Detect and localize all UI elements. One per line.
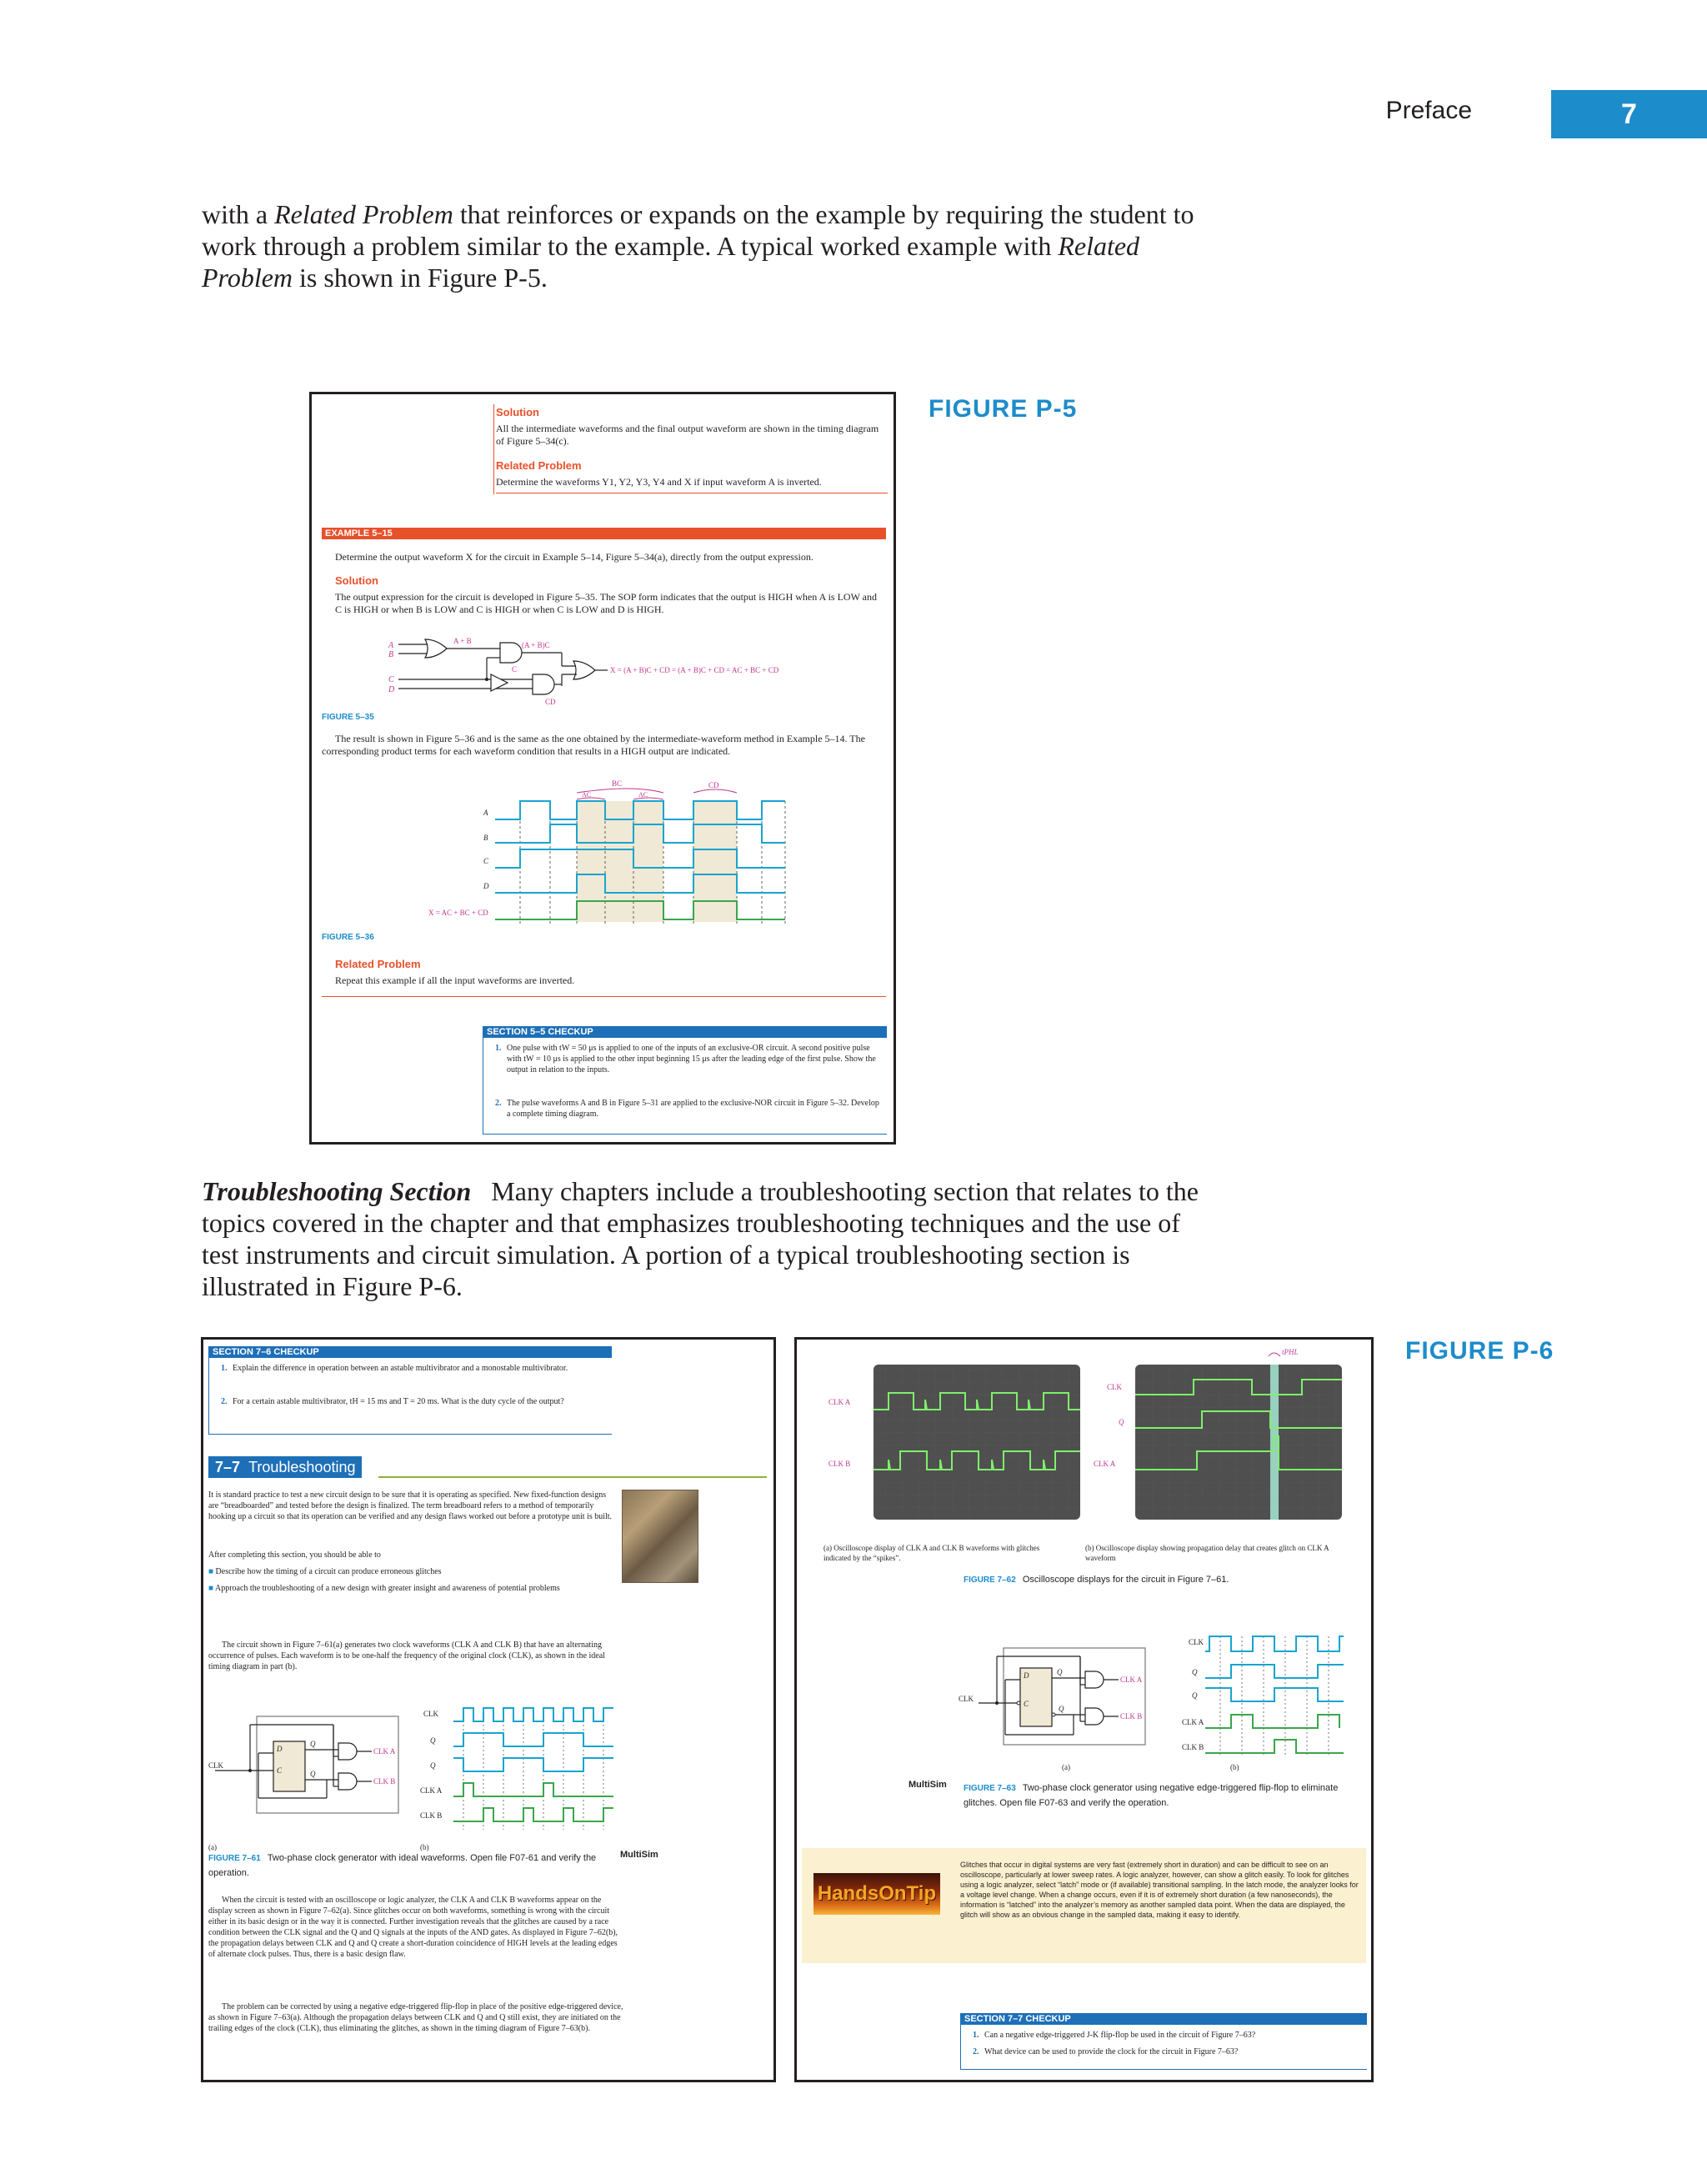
circuit-paragraph: The circuit shown in Figure 7–61(a) generates two clock waveforms (CLK A and CLK B) that have an alternating occurrence of pulses. Each waveform is to be one-half the frequency of the original clock (CLK), as shown in the ideal timing diagram in part (b). <box>208 1641 605 1671</box>
page-number-tab: 7 <box>1551 90 1707 138</box>
figure-7-63-diagram <box>955 1631 1347 1773</box>
checkup-q1-text: Explain the difference in operation between an astable multivibrator and a monostable multivibrator. <box>233 1364 568 1373</box>
lbl-c: C <box>277 1766 283 1775</box>
section-intro: It is standard practice to test a new circuit design to be sure that it is operating as specified. New fixed-function designs are “breadboarded” and tested before the design is finalized. The term breadboard refers to a method of temporarily hooking up a circuit so that its operation can be verified and any design flaws worked out before a prototype unit is built. <box>208 1490 613 1521</box>
t-q: Q <box>430 1736 436 1745</box>
section-title: Troubleshooting <box>248 1459 356 1475</box>
objective-text: Describe how the timing of a circuit can produce erroneous glitches <box>215 1567 442 1576</box>
figure-7-63-text: Two-phase clock generator using negative edge-triggered flip-flop to eliminate glitches. Open file F07-63 and verify the operation. <box>964 1783 1339 1808</box>
section-number: 7–7 <box>215 1459 241 1475</box>
top-rule <box>493 404 494 494</box>
figure-7-63-number: FIGURE 7–63 <box>964 1784 1016 1793</box>
label-d: D <box>388 685 395 694</box>
text-run: that reinforces or expands on the example by requiring the student to work through a problem similar to the example. A typical worked example with <box>202 199 1194 261</box>
objective-1 <box>208 1566 617 1577</box>
paragraph-lead: Troubleshooting Section <box>202 1176 472 1206</box>
label-a-plus-b: A + B <box>453 637 472 645</box>
figure-7-63-caption <box>964 1780 1347 1810</box>
lbl-q: Q <box>310 1740 316 1748</box>
checkup-q1-text: One pulse with tW = 50 μs is applied to one of the inputs of an exclusive-OR circuit. A second positive pulse with tW = 10 μs is applied to the other input beginning 15 μs after the leading edge of the first pulse. Show the output in relation to the inputs. <box>507 1044 876 1074</box>
example-bar: EXAMPLE 5–15 <box>322 528 886 539</box>
wave-label-ac-1: AC <box>582 791 592 799</box>
figure-7-62-text: Oscilloscope displays for the circuit in Figure 7–61. <box>1022 1575 1229 1585</box>
checkup-q1-number: 1. <box>495 1044 502 1053</box>
figure-7-62-caption <box>964 1571 1229 1586</box>
objective-text: Approach the troubleshooting of a new design with greater insight and awareness of potential problems <box>215 1584 560 1593</box>
figure-5-36-label: FIGURE 5–36 <box>322 933 374 942</box>
hands-on-tip-box <box>802 1848 1366 1963</box>
r-lbl-clka: CLK A <box>1120 1676 1143 1684</box>
test-paragraph: When the circuit is tested with an oscilloscope or logic analyzer, the CLK A and CLK B waveforms appear on the display screen as shown in Figure 7–62(a). Since glitches occur on both waveforms, something is wrong with the circuit either in its basic design or in the way it is connected. Further investigation reveals that the glitches are caused by a race condition between the CLK signal and the Q and Q signals at the inputs of the AND gates. As displayed in Figure 7–62(b), the propagation delays between CLK and Q and Q create a short-duration coincidence of HIGH levels at the leading edges of alternate clock pulses. Thus, there is a basic design flaw. <box>208 1896 618 1959</box>
checkup-5-5-box <box>483 1026 887 1135</box>
t-clka: CLK A <box>420 1786 443 1795</box>
r-t-clkb: CLK B <box>1182 1743 1204 1751</box>
r-lbl-clk: CLK <box>959 1695 974 1703</box>
checkup-q2-number: 2. <box>221 1397 228 1406</box>
wave-label-d: D <box>483 882 489 890</box>
top-solution-heading: Solution <box>496 406 539 418</box>
fix-paragraph: The problem can be corrected by using a negative edge-triggered flip-flop in place of the positive edge-triggered device, as shown in Figure 7–63(a). Although the propagation delays between CLK and Q and Q still exist, they are initiated on the trailing edges of the clock (CLK), thus eliminating the glitches, as shown in the timing diagram of Figure 7–63(b). <box>208 2002 623 2033</box>
scope2-clk: CLK <box>1107 1383 1122 1391</box>
example-bottom-rule <box>322 996 886 997</box>
lbl-clkb: CLK B <box>373 1777 396 1786</box>
t-clk: CLK <box>423 1710 438 1718</box>
figure-7-61-diagram <box>208 1705 775 1855</box>
scope-caption-a: (a) Oscilloscope display of CLK A and CLK B waveforms with glitches indicated by the “spikes”. <box>823 1544 1040 1562</box>
lbl-clk: CLK <box>208 1761 223 1770</box>
multisim-logo: MultiSim <box>909 1780 947 1790</box>
wave-label-x: X = AC + BC + CD <box>428 909 488 917</box>
wave-label-ac-2: AC <box>638 791 648 799</box>
checkup-5-5-bar: SECTION 5–5 CHECKUP <box>483 1026 887 1038</box>
running-head: Preface <box>1385 97 1472 124</box>
checkup-7-7-box <box>960 2013 1367 2070</box>
r-t-clk: CLK <box>1189 1638 1204 1646</box>
figure-7-61-caption <box>208 1850 625 1880</box>
after-completing: After completing this section, you should be able to <box>208 1550 381 1560</box>
section-heading <box>208 1456 362 1478</box>
figure-5-35-circuit <box>387 628 854 711</box>
troubleshooting-paragraph <box>202 1175 1206 1302</box>
label-b: B <box>388 650 394 659</box>
scope-caption-b: (b) Oscilloscope display showing propagation delay that creates glitch on CLK A waveform <box>1085 1544 1329 1562</box>
figure-p6-label: FIGURE P-6 <box>1405 1337 1554 1365</box>
r-lbl-clkb: CLK B <box>1120 1712 1143 1721</box>
scope2-clka: CLK A <box>1094 1460 1116 1468</box>
r-t-clka: CLK A <box>1182 1718 1204 1726</box>
related-problem-heading: Related Problem <box>335 958 421 970</box>
lbl-clka: CLK A <box>373 1747 396 1756</box>
label-c: C <box>388 675 394 684</box>
multisim-logo: MultiSim <box>620 1850 658 1860</box>
top-solution-text: All the intermediate waveforms and the final output waveform are shown in the timing diagram of Figure 5–34(c). <box>496 423 879 447</box>
scope1-clka: CLK A <box>828 1398 851 1406</box>
solution-heading: Solution <box>335 574 378 587</box>
text-run: is shown in Figure P-5. <box>293 263 548 293</box>
checkup-q2-text: For a certain astable multivibrator, tH = 15 ms and T = 20 ms. What is the duty cycle of the output? <box>233 1397 564 1406</box>
objective-2 <box>208 1583 617 1594</box>
checkup-7-7-bar: SECTION 7–7 CHECKUP <box>961 2013 1367 2025</box>
bullet-icon: ■ <box>208 1584 215 1593</box>
lbl-d: D <box>277 1745 283 1753</box>
figure-p5-label: FIGURE P-5 <box>929 395 1078 423</box>
r-t-q: Q <box>1192 1668 1198 1676</box>
label-abc: (A + B)C <box>522 641 550 649</box>
wave-label-a: A <box>483 809 488 817</box>
solution-text: The output expression for the circuit is developed in Figure 5–35. The SOP form indicates that the output is HIGH when A is LOW and C is HIGH or when B is LOW and C is HIGH or when C is LOW and D is HIGH. <box>335 591 878 615</box>
r-lbl-q: Q <box>1057 1668 1063 1676</box>
wave-label-c: C <box>483 857 489 865</box>
lbl-qbar: Q <box>310 1770 316 1778</box>
r-lbl-part-a: (a) <box>1062 1763 1070 1771</box>
checkup-q2-number: 2. <box>973 2047 979 2056</box>
emphasis-run: Related Problem <box>274 199 453 229</box>
top-related-text: Determine the waveforms Y1, Y2, Y3, Y4 and X if input waveform A is inverted. <box>496 476 822 488</box>
paragraph-text: Many chapters include a troubleshooting section that relates to the topics covered in the chapter and that emphasizes troubleshooting techniques and the use of test instruments and circuit simulation. A portion of a typical troubleshooting section is illustrated in Figure P-6. <box>202 1176 1199 1301</box>
checkup-7-6-bar: SECTION 7–6 CHECKUP <box>209 1346 612 1358</box>
label-a: A <box>388 641 394 650</box>
lbl-part-b: (b) <box>420 1843 429 1851</box>
figure-p6-right-frame <box>794 1337 1374 2082</box>
figure-7-62-number: FIGURE 7–62 <box>964 1575 1016 1585</box>
breadboard-photo <box>622 1490 698 1583</box>
r-lbl-d: D <box>1024 1671 1029 1680</box>
figure-7-61-number: FIGURE 7–61 <box>208 1854 261 1863</box>
section-rule <box>378 1476 767 1478</box>
figure-7-61-text: Two-phase clock generator with ideal waveforms. Open file F07-61 and verify the operation. <box>208 1853 597 1878</box>
result-text: The result is shown in Figure 5–36 and is the same as the one obtained by the intermediate-waveform method in Example 5–14. The corresponding product terms for each waveform condition that results in a HIGH output are indicated. <box>322 733 865 757</box>
figure-p5-frame <box>309 392 896 1145</box>
emphasis-run: Related Problem <box>202 231 1140 293</box>
tphl-label: tPHL <box>1282 1348 1299 1356</box>
label-cd: CD <box>545 698 556 706</box>
intro-paragraph <box>202 198 1206 293</box>
checkup-q1-number: 1. <box>221 1364 228 1373</box>
hands-on-tip-text: Glitches that occur in digital systems are very fast (extremely short in duration) and can be difficult to see on an oscilloscope, particularly at lower sweep rates. A logic analyzer, however, can show a glitch easily. To look for glitches using a logic analyzer, select “latch” mode or (if available) transitional sampling. In the latch mode, the analyzer looks for a voltage level change. When a change occurs, even if it is of extremely short duration (a few nanoseconds), the information is “latched” into the analyzer’s memory as another sampled data point. When the data are displayed, the glitch will show as an obvious change in the sampled data, making it easy to identify. <box>960 1861 1359 1919</box>
label-x-expression: X = (A + B)C + CD = (A + B)C + CD = AC + BC + CD <box>610 666 779 674</box>
r-lbl-part-b: (b) <box>1230 1763 1239 1771</box>
checkup-q2-text: What device can be used to provide the clock for the circuit in Figure 7–63? <box>984 2047 1239 2056</box>
wave-label-b: B <box>483 834 488 842</box>
bullet-icon: ■ <box>208 1567 216 1576</box>
wave-label-bc: BC <box>612 779 623 788</box>
text-run: with a <box>202 199 275 229</box>
figure-5-35-label: FIGURE 5–35 <box>322 713 374 722</box>
hands-on-tip-logo: HandsOnTip <box>813 1873 940 1915</box>
top-related-heading: Related Problem <box>496 459 582 472</box>
related-problem-text: Repeat this example if all the input waveforms are inverted. <box>335 974 575 986</box>
scope2-q: Q <box>1119 1418 1124 1426</box>
r-t-qbar: Q <box>1192 1691 1198 1700</box>
checkup-q1-number: 1. <box>973 2031 979 2040</box>
t-qbar: Q <box>430 1761 436 1770</box>
checkup-7-6-box <box>208 1346 612 1435</box>
checkup-q2-number: 2. <box>495 1099 502 1108</box>
oscilloscope-displays <box>802 1345 1369 1536</box>
figure-p6-left-frame <box>201 1337 776 2082</box>
lbl-part-a: (a) <box>208 1843 217 1851</box>
scope1-clkb: CLK B <box>828 1460 851 1468</box>
checkup-q1-text: Can a negative edge-triggered J-K flip-flop be used in the circuit of Figure 7–63? <box>984 2031 1256 2040</box>
checkup-q2-text: The pulse waveforms A and B in Figure 5–31 are applied to the exclusive-NOR circuit in Figure 5–32. Develop a complete timing diagram. <box>507 1099 879 1119</box>
r-lbl-c: C <box>1024 1700 1029 1708</box>
example-text: Determine the output waveform X for the circuit in Example 5–14, Figure 5–34(a), directly from the output expression. <box>335 551 813 563</box>
figure-5-36-waveforms <box>428 776 879 928</box>
t-clkb: CLK B <box>420 1811 443 1820</box>
label-cbar: C <box>512 665 518 674</box>
r-lbl-qbar: Q <box>1059 1705 1064 1713</box>
wave-label-cd: CD <box>708 781 719 789</box>
